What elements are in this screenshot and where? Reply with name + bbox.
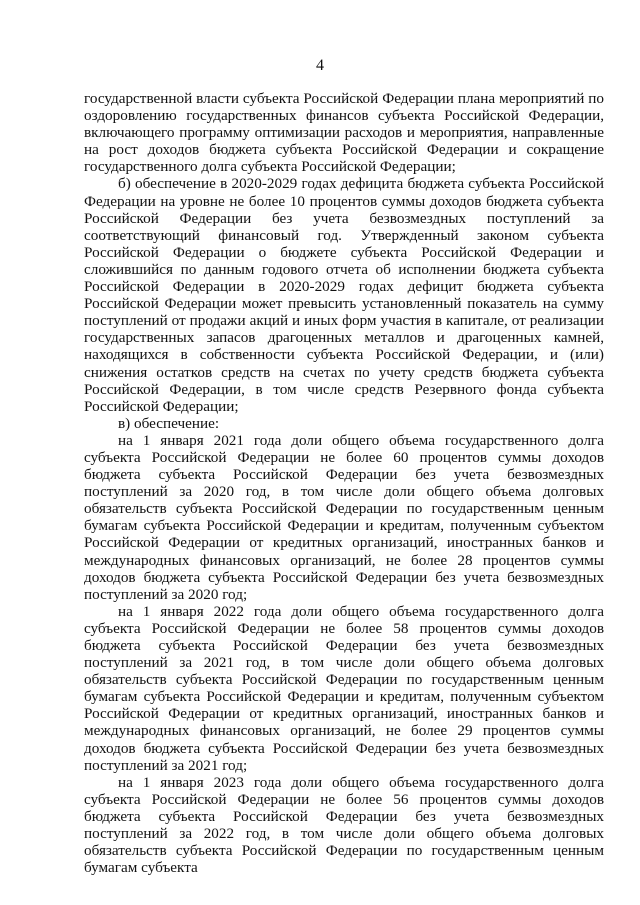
paragraph-continuation: государственной власти субъекта Российской Федерации плана мероприятий по оздоровлению государственных финансов субъекта Российской Федерации, включающего программу оптимизации расходов и мероприятия, направленные на рост доходов бюджета субъекта Российской Федерации и сокращение государственного долга субъекта Российской Федерации;	[84, 90, 604, 176]
page-number: 4	[316, 57, 324, 74]
paragraph-2022: на 1 января 2022 года доли общего объема государственного долга субъекта Российской Федерации не более 58 процентов суммы доходов бюджета субъекта Российской Федерации без учета безвозмездных поступлений за 2021 год, в том числе доли общего объема долговых обязательств субъекта Российской Федерации по государственным ценным бумагам субъекта Российской Федерации и кредитам, полученным субъектом Российской Федерации от кредитных организаций, иностранных банков и международных финансовых организаций, не более 29 процентов суммы доходов бюджета субъекта Российской Федерации без учета безвозмездных поступлений за 2021 год;	[84, 602, 604, 774]
paragraph-2023: на 1 января 2023 года доли общего объема государственного долга субъекта Российской Федерации не более 56 процентов суммы доходов бюджета субъекта Российской Федерации без учета безвозмездных поступлений за 2022 год, в том числе доли общего объема долговых обязательств субъекта Российской Федерации по государственным ценным бумагам субъекта	[84, 773, 604, 877]
paragraph-item-v: в) обеспечение:	[118, 414, 220, 432]
document-body	[84, 90, 604, 876]
paragraph-item-b: б) обеспечение в 2020-2029 годах дефицита бюджета субъекта Российской Федерации на уровне не более 10 процентов суммы доходов бюджета субъекта Российской Федерации без учета безвозмездных поступлений за соответствующий финансовый год. Утвержденный законом субъекта Российской Федерации о бюджете субъекта Российской Федерации и сложившийся по данным годового отчета об исполнении бюджета субъекта Российской Федерации в 2020-2029 годах дефицит бюджета субъекта Российской Федерации может превысить установленный показатель на сумму поступлений от продажи акций и иных форм участия в капитале, от реализации государственных запасов драгоценных металлов и драгоценных камней, находящихся в собственности субъекта Российской Федерации, и (или) снижения остатков средств на счетах по учету средств бюджета субъекта Российской Федерации, в том числе средств Резервного фонда субъекта Российской Федерации;	[84, 175, 604, 415]
paragraph-2021: на 1 января 2021 года доли общего объема государственного долга субъекта Российской Федерации не более 60 процентов суммы доходов бюджета субъекта Российской Федерации без учета безвозмездных поступлений за 2020 год, в том числе доли общего объема долговых обязательств субъекта Российской Федерации по государственным ценным бумагам субъекта Российской Федерации и кредитам, полученным субъектом Российской Федерации от кредитных организаций, иностранных банков и международных финансовых организаций, не более 28 процентов суммы доходов бюджета субъекта Российской Федерации без учета безвозмездных поступлений за 2020 год;	[84, 431, 604, 603]
